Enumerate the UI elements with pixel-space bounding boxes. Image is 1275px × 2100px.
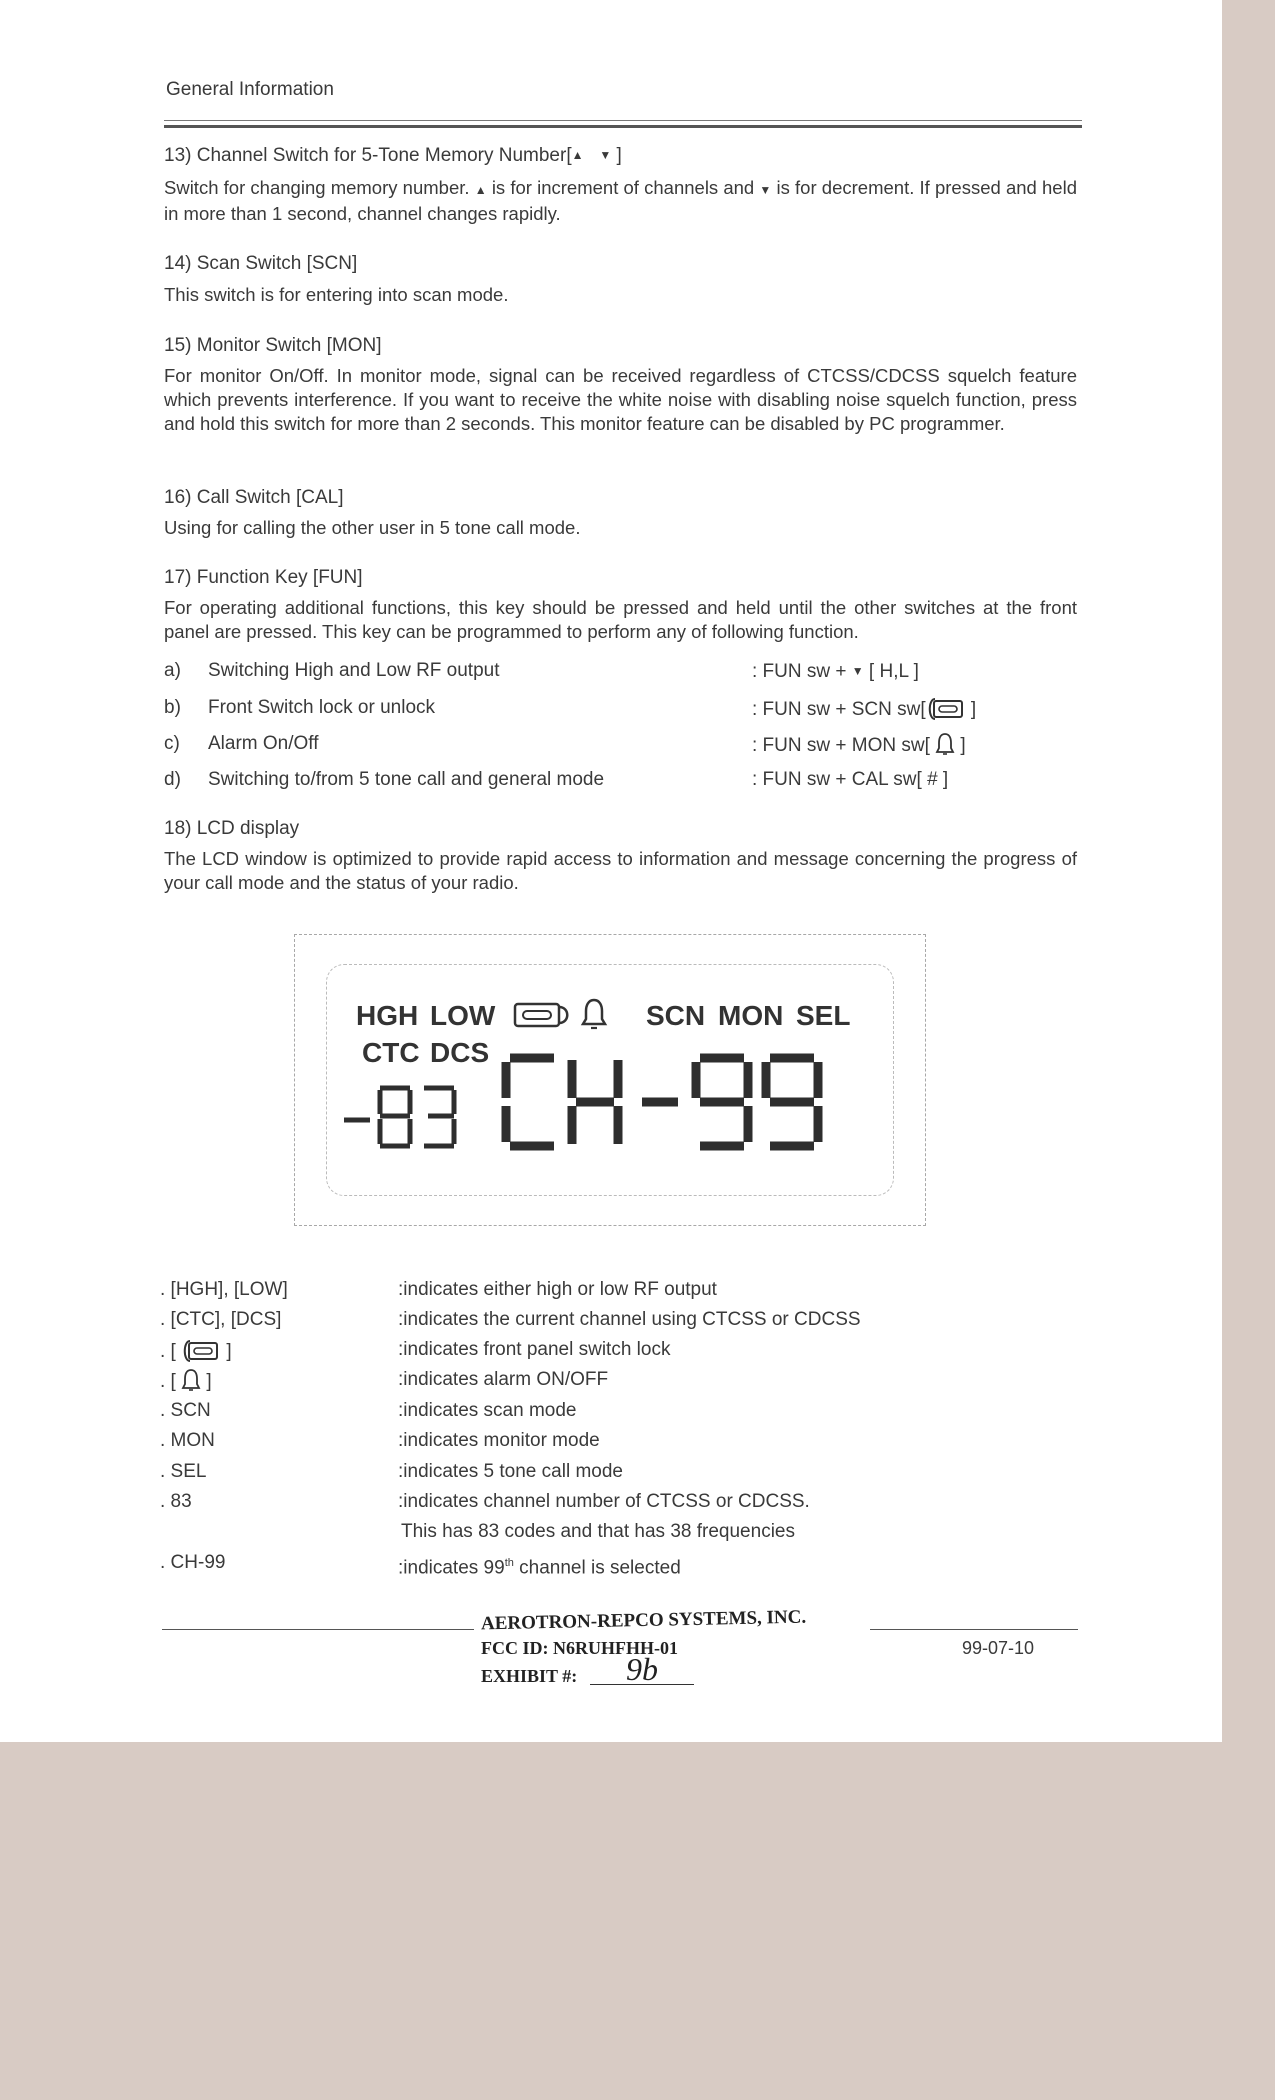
footer-fcc-id: FCC ID: N6RUHFHH-01 (481, 1638, 678, 1658)
function-letter: a) (164, 660, 181, 681)
legend-desc: :indicates monitor mode (398, 1430, 600, 1451)
lcd-ctc-label: CTC (362, 1037, 420, 1068)
legend-key: . SCN (160, 1400, 211, 1421)
function-letter: b) (164, 697, 181, 718)
item-13-heading: 13) Channel Switch for 5-Tone Memory Number[▲ ▼ ] (164, 145, 622, 166)
key-lock-icon (926, 696, 966, 722)
legend-key: . MON (160, 1430, 215, 1451)
lcd-mon-label: MON (718, 1000, 784, 1031)
item-17-heading: 17) Function Key [FUN] (164, 567, 363, 588)
item-14-heading: 14) Scan Switch [SCN] (164, 253, 358, 274)
header-rule-thick (164, 125, 1082, 128)
function-combo: : FUN sw + MON sw[ ] (752, 732, 966, 758)
bell-icon (935, 732, 955, 756)
item-14-body: This switch is for entering into scan mode. (164, 284, 509, 305)
legend-desc: :indicates scan mode (398, 1400, 577, 1421)
legend-desc-continued: This has 83 codes and that has 38 frequencies (401, 1521, 795, 1542)
footer-exhibit-label: EXHIBIT #: (481, 1666, 578, 1686)
function-text: Switching High and Low RF output (208, 660, 500, 681)
legend-desc: :indicates front panel switch lock (398, 1339, 671, 1360)
item-15-heading: 15) Monitor Switch [MON] (164, 335, 382, 356)
lcd-hgh-label: HGH (356, 1000, 419, 1031)
footer-date: 99-07-10 (962, 1638, 1035, 1658)
lcd-bell-icon (580, 996, 608, 1032)
footer-rule-right (870, 1629, 1078, 1630)
legend-key: . [CTC], [DCS] (160, 1309, 282, 1330)
header-rule-thin (164, 120, 1082, 121)
legend-key: . 83 (160, 1491, 192, 1512)
function-combo: : FUN sw + SCN sw[ ] (752, 696, 976, 722)
lcd-scn-label: SCN (646, 1000, 706, 1031)
item-17-body: For operating additional functions, this key should be pressed and held until the other switches at the front panel are pressed. This key can be programmed to perform any of following function. (164, 597, 1077, 642)
legend-key: . CH-99 (160, 1552, 226, 1573)
item-18-heading: 18) LCD display (164, 818, 300, 839)
item-16-body: Using for calling the other user in 5 tone call mode. (164, 517, 581, 538)
legend-key: . SEL (160, 1461, 207, 1482)
function-text: Front Switch lock or unlock (208, 697, 436, 718)
legend-desc: :indicates alarm ON/OFF (398, 1369, 609, 1390)
legend-key: . [ ] (160, 1338, 232, 1364)
legend-desc: :indicates the current channel using CTCSS or CDCSS (398, 1309, 861, 1330)
item-13-body: Switch for changing memory number. ▲ is for increment of channels and ▼ is for decrement. If pressed and held in more than 1 second, channel changes rapidly. (164, 177, 1077, 224)
legend-desc: :indicates either high or low RF output (398, 1279, 717, 1300)
legend-key: . [ ] (160, 1368, 212, 1394)
lcd-key-lock-icon (512, 998, 582, 1032)
section-title: General Information (166, 79, 334, 100)
item-15-body: For monitor On/Off. In monitor mode, signal can be received regardless of CTCSS/CDCSS squelch feature which prevents interference. If you want to receive the white noise with disabling noise squelch function, press and hold this switch for more than 2 seconds. This monitor feature can be disabled by PC programmer. (164, 365, 1077, 434)
item-16-heading: 16) Call Switch [CAL] (164, 487, 344, 508)
function-combo: : FUN sw + ▼ [ H,L ] (752, 661, 919, 682)
key-lock-icon (181, 1338, 221, 1364)
function-text: Alarm On/Off (208, 733, 319, 754)
footer-company: AEROTRON-REPCO SYSTEMS, INC. (480, 1606, 807, 1635)
function-letter: d) (164, 769, 181, 790)
lcd-code-readout (340, 1084, 470, 1152)
function-text: Switching to/from 5 tone call and general mode (208, 769, 605, 790)
lcd-low-label: LOW (430, 1000, 496, 1031)
legend-key: . [HGH], [LOW] (160, 1279, 288, 1300)
lcd-channel-readout (496, 1052, 836, 1152)
footer-rule-left (162, 1629, 474, 1630)
lcd-dcs-label: DCS (430, 1037, 490, 1068)
legend-desc: :indicates 5 tone call mode (398, 1461, 623, 1482)
item-18-body: The LCD window is optimized to provide rapid access to information and message concerning the progress of your call mode and the status of your radio. (164, 848, 1077, 893)
bell-icon (181, 1368, 201, 1392)
legend-desc: :indicates channel number of CTCSS or CDCSS. (398, 1491, 810, 1512)
legend-desc: :indicates 99th channel is selected (398, 1557, 681, 1579)
footer-exhibit-number: 9b (590, 1654, 694, 1685)
function-combo: : FUN sw + CAL sw[ # ] (752, 769, 949, 790)
lcd-sel-label: SEL (796, 1000, 851, 1031)
function-letter: c) (164, 733, 180, 754)
